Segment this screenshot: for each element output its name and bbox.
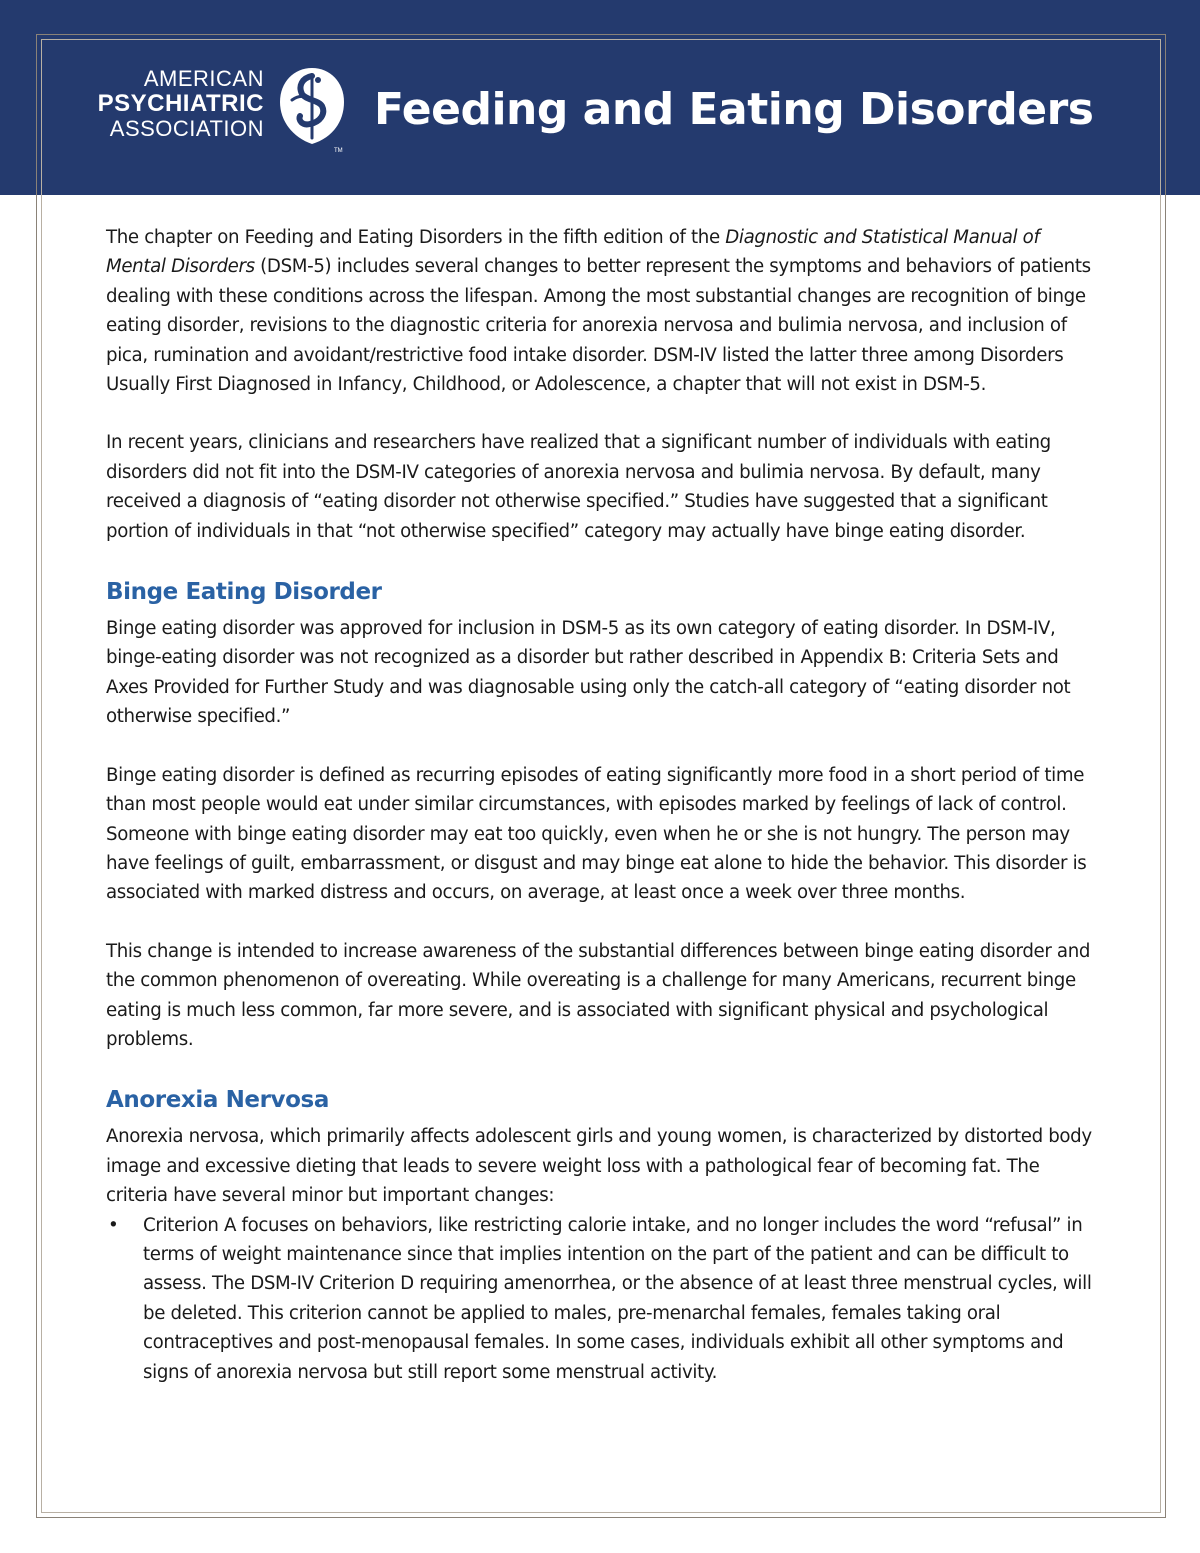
binge-paragraph-3: This change is intended to increase awareness of the substantial differences between binge eating disorder and the common phenomenon of overeating. While overeating is a challenge for many Americans, recurrent binge eating is much less common, far more severe, and is associated with significant physical and psychological problems. [106, 940, 1091, 1050]
list-item [106, 1211, 1096, 1387]
heading-binge-eating-disorder: Binge Eating Disorder [106, 579, 382, 606]
apa-emblem-icon [272, 64, 352, 154]
logo-line-american: AMERICAN [143, 66, 264, 91]
anorexia-paragraph-1: Anorexia nervosa, which primarily affects adolescent girls and young women, is characterized by distorted body image and excessive dieting that leads to severe weight loss with a pathological fear of becoming fat. The criteria have several minor but important changes: [106, 1126, 1092, 1207]
dsm-title-italic: Diagnostic and Statistical Manual of Mental Disorders [106, 227, 1040, 278]
apa-logo-wordmark [60, 68, 264, 140]
intro-paragraph-2: In recent years, clinicians and researchers have realized that a significant number of individuals with eating disorders did not fit into the DSM-IV categories of anorexia nervosa and bulimia nervosa. By default, many received a diagnosis of “eating disorder not otherwise specified.” Studies have suggested that a significant portion of individuals in that “not otherwise specified” category may actually have binge eating disorder. [106, 432, 1051, 542]
binge-paragraph-1: Binge eating disorder was approved for inclusion in DSM-5 as its own category of eating disorder. In DSM-IV, binge-eating disorder was not recognized as a disorder but rather described in Appendix B: Criteria Sets and Axes Provided for Further Study and was diagnosable using only the catch-all category of “eating disorder not otherwise specified.” [106, 618, 1071, 728]
intro-p1-lead: The chapter on Feeding and Eating Disorders in the fifth edition of the [106, 227, 726, 248]
page-title: Feeding and Eating Disorders [374, 84, 1094, 135]
heading-anorexia-nervosa: Anorexia Nervosa [106, 1087, 329, 1114]
bullet-text: Criterion A focuses on behaviors, like restricting calorie intake, and no longer includes the word “refusal” in terms of weight maintenance since that implies intention on the part of the patient and can be difficult to assess. The DSM-IV Criterion D requiring amenorrhea, or the absence of at least three menstrual cycles, will be deleted. This criterion cannot be applied to males, pre-menarchal females, females taking oral contraceptives and post-menopausal females. In some cases, individuals exhibit all other symptoms and signs of anorexia nervosa but still report some menstrual activity. [143, 1214, 1092, 1383]
anorexia-criteria-list [106, 1211, 1096, 1387]
bullet-icon: • [108, 1214, 119, 1236]
trademark-mark: TM [334, 148, 343, 154]
document-body [106, 223, 1096, 1387]
intro-paragraph-1 [106, 223, 1096, 399]
logo-line-association: ASSOCIATION [109, 116, 264, 141]
intro-p1-rest: (DSM-5) includes several changes to better represent the symptoms and behaviors of patients dealing with these conditions across the lifespan. Among the most substantial changes are recognition of binge eating disorder, revisions to the diagnostic criteria for anorexia nervosa and bulimia nervosa, and inclusion of pica, rumination and avoidant/restrictive food intake disorder. DSM-IV listed the latter three among Disorders Usually First Diagnosed in Infancy, Childhood, or Adolescence, a chapter that will not exist in DSM-5. [106, 256, 1091, 396]
binge-paragraph-2: Binge eating disorder is defined as recurring episodes of eating significantly more food in a short period of time than most people would eat under similar circumstances, with episodes marked by feelings of lack of control. Someone with binge eating disorder may eat too quickly, even when he or she is not hungry. The person may have feelings of guilt, embarrassment, or disgust and may binge eat alone to hide the behavior. This disorder is associated with marked distress and occurs, on average, at least once a week over three months. [106, 764, 1087, 904]
logo-line-psychiatric: PSYCHIATRIC [97, 90, 264, 117]
